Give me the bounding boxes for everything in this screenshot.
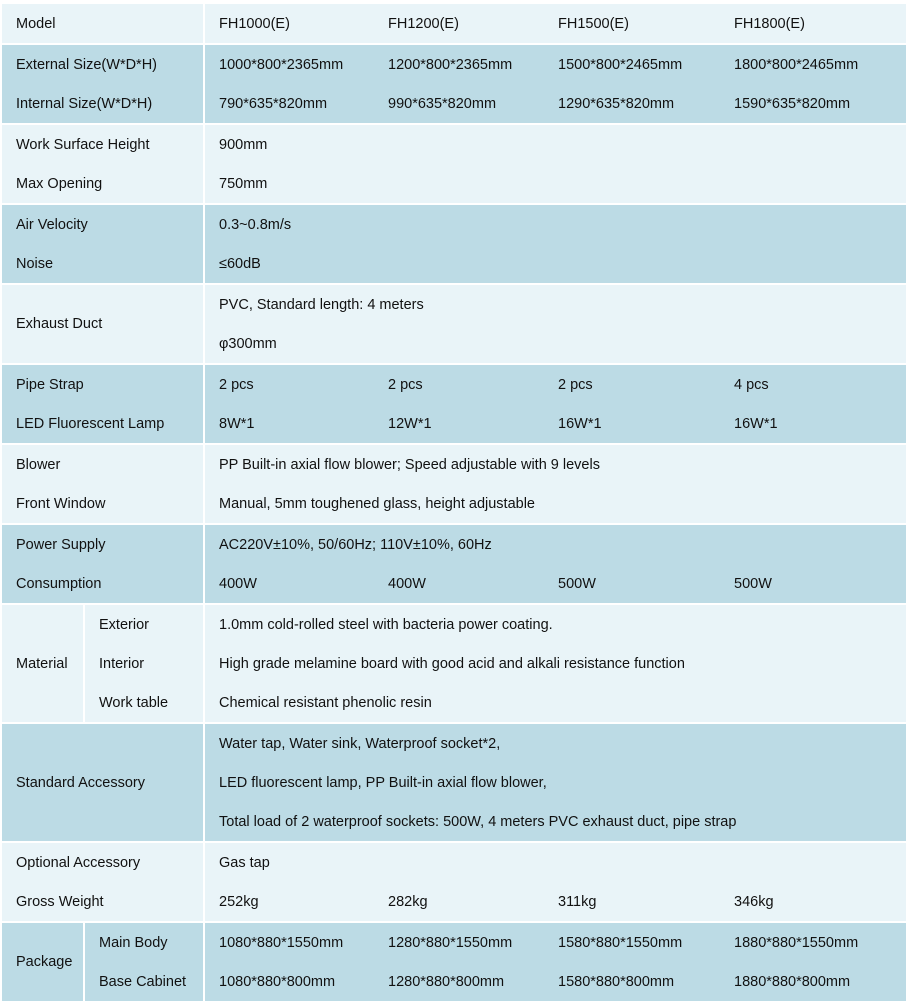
consumption-1: 400W — [204, 564, 374, 604]
row-max-opening — [2, 164, 906, 204]
label-power-supply: Power Supply — [2, 524, 204, 564]
package-main-body-1: 1080*880*1550mm — [204, 922, 374, 962]
package-base-cabinet-2: 1280*880*800mm — [374, 962, 544, 1001]
row-material-interior — [2, 644, 906, 683]
consumption-4: 500W — [720, 564, 906, 604]
package-main-body-3: 1580*880*1550mm — [544, 922, 720, 962]
header-row — [2, 4, 906, 44]
header-model-4: FH1800(E) — [720, 4, 906, 44]
spec-table — [2, 4, 906, 1001]
external-size-1: 1000*800*2365mm — [204, 44, 374, 84]
row-pipe-strap — [2, 364, 906, 404]
work-surface-height-value: 900mm — [204, 124, 906, 164]
label-consumption: Consumption — [2, 564, 204, 604]
led-lamp-2: 12W*1 — [374, 404, 544, 444]
consumption-3: 500W — [544, 564, 720, 604]
header-model-2: FH1200(E) — [374, 4, 544, 44]
row-front-window — [2, 484, 906, 524]
package-base-cabinet-4: 1880*880*800mm — [720, 962, 906, 1001]
led-lamp-1: 8W*1 — [204, 404, 374, 444]
row-air-velocity — [2, 204, 906, 244]
row-material-work-table — [2, 683, 906, 723]
power-supply-value: AC220V±10%, 50/60Hz; 110V±10%, 60Hz — [204, 524, 906, 564]
row-blower — [2, 444, 906, 484]
package-main-body-4: 1880*880*1550mm — [720, 922, 906, 962]
label-pipe-strap: Pipe Strap — [2, 364, 204, 404]
label-internal-size: Internal Size(W*D*H) — [2, 84, 204, 124]
gross-weight-3: 311kg — [544, 882, 720, 922]
label-gross-weight: Gross Weight — [2, 882, 204, 922]
label-noise: Noise — [2, 244, 204, 284]
row-work-surface-height — [2, 124, 906, 164]
label-base-cabinet: Base Cabinet — [84, 962, 204, 1001]
header-model-1: FH1000(E) — [204, 4, 374, 44]
row-external-size — [2, 44, 906, 84]
row-consumption — [2, 564, 906, 604]
label-main-body: Main Body — [84, 922, 204, 962]
row-optional-accessory — [2, 842, 906, 882]
standard-accessory-value-2: LED fluorescent lamp, PP Built-in axial flow blower, — [204, 763, 906, 802]
row-led-lamp — [2, 404, 906, 444]
external-size-3: 1500*800*2465mm — [544, 44, 720, 84]
optional-accessory-value: Gas tap — [204, 842, 906, 882]
label-work-surface-height: Work Surface Height — [2, 124, 204, 164]
blower-value: PP Built-in axial flow blower; Speed adjustable with 9 levels — [204, 444, 906, 484]
row-power-supply — [2, 524, 906, 564]
pipe-strap-3: 2 pcs — [544, 364, 720, 404]
row-package-base-cabinet — [2, 962, 906, 1001]
row-package-main-body — [2, 922, 906, 962]
material-exterior-value: 1.0mm cold-rolled steel with bacteria power coating. — [204, 604, 906, 644]
header-model-3: FH1500(E) — [544, 4, 720, 44]
label-interior: Interior — [84, 644, 204, 683]
pipe-strap-1: 2 pcs — [204, 364, 374, 404]
standard-accessory-value-3: Total load of 2 waterproof sockets: 500W, 4 meters PVC exhaust duct, pipe strap — [204, 802, 906, 842]
label-air-velocity: Air Velocity — [2, 204, 204, 244]
internal-size-4: 1590*635*820mm — [720, 84, 906, 124]
label-package: Package — [2, 922, 84, 1001]
internal-size-1: 790*635*820mm — [204, 84, 374, 124]
label-optional-accessory: Optional Accessory — [2, 842, 204, 882]
package-base-cabinet-1: 1080*880*800mm — [204, 962, 374, 1001]
external-size-4: 1800*800*2465mm — [720, 44, 906, 84]
label-standard-accessory: Standard Accessory — [2, 723, 204, 842]
material-interior-value: High grade melamine board with good acid and alkali resistance function — [204, 644, 906, 683]
label-exhaust-duct: Exhaust Duct — [2, 284, 204, 364]
front-window-value: Manual, 5mm toughened glass, height adjustable — [204, 484, 906, 524]
label-external-size: External Size(W*D*H) — [2, 44, 204, 84]
led-lamp-4: 16W*1 — [720, 404, 906, 444]
package-main-body-2: 1280*880*1550mm — [374, 922, 544, 962]
exhaust-duct-value-1: PVC, Standard length: 4 meters — [204, 284, 906, 324]
standard-accessory-value-1: Water tap, Water sink, Waterproof socket*2, — [204, 723, 906, 763]
row-internal-size — [2, 84, 906, 124]
row-gross-weight — [2, 882, 906, 922]
internal-size-3: 1290*635*820mm — [544, 84, 720, 124]
external-size-2: 1200*800*2365mm — [374, 44, 544, 84]
row-exhaust-duct-1 — [2, 284, 906, 324]
pipe-strap-4: 4 pcs — [720, 364, 906, 404]
row-standard-accessory-1 — [2, 723, 906, 763]
header-model-label: Model — [2, 4, 204, 44]
material-work-table-value: Chemical resistant phenolic resin — [204, 683, 906, 723]
label-work-table: Work table — [84, 683, 204, 723]
max-opening-value: 750mm — [204, 164, 906, 204]
exhaust-duct-value-2: φ300mm — [204, 324, 906, 364]
internal-size-2: 990*635*820mm — [374, 84, 544, 124]
noise-value: ≤60dB — [204, 244, 906, 284]
label-blower: Blower — [2, 444, 204, 484]
row-material-exterior — [2, 604, 906, 644]
label-exterior: Exterior — [84, 604, 204, 644]
row-noise — [2, 244, 906, 284]
label-led-lamp: LED Fluorescent Lamp — [2, 404, 204, 444]
led-lamp-3: 16W*1 — [544, 404, 720, 444]
package-base-cabinet-3: 1580*880*800mm — [544, 962, 720, 1001]
label-front-window: Front Window — [2, 484, 204, 524]
consumption-2: 400W — [374, 564, 544, 604]
pipe-strap-2: 2 pcs — [374, 364, 544, 404]
gross-weight-4: 346kg — [720, 882, 906, 922]
gross-weight-1: 252kg — [204, 882, 374, 922]
gross-weight-2: 282kg — [374, 882, 544, 922]
air-velocity-value: 0.3~0.8m/s — [204, 204, 906, 244]
label-material: Material — [2, 604, 84, 723]
label-max-opening: Max Opening — [2, 164, 204, 204]
